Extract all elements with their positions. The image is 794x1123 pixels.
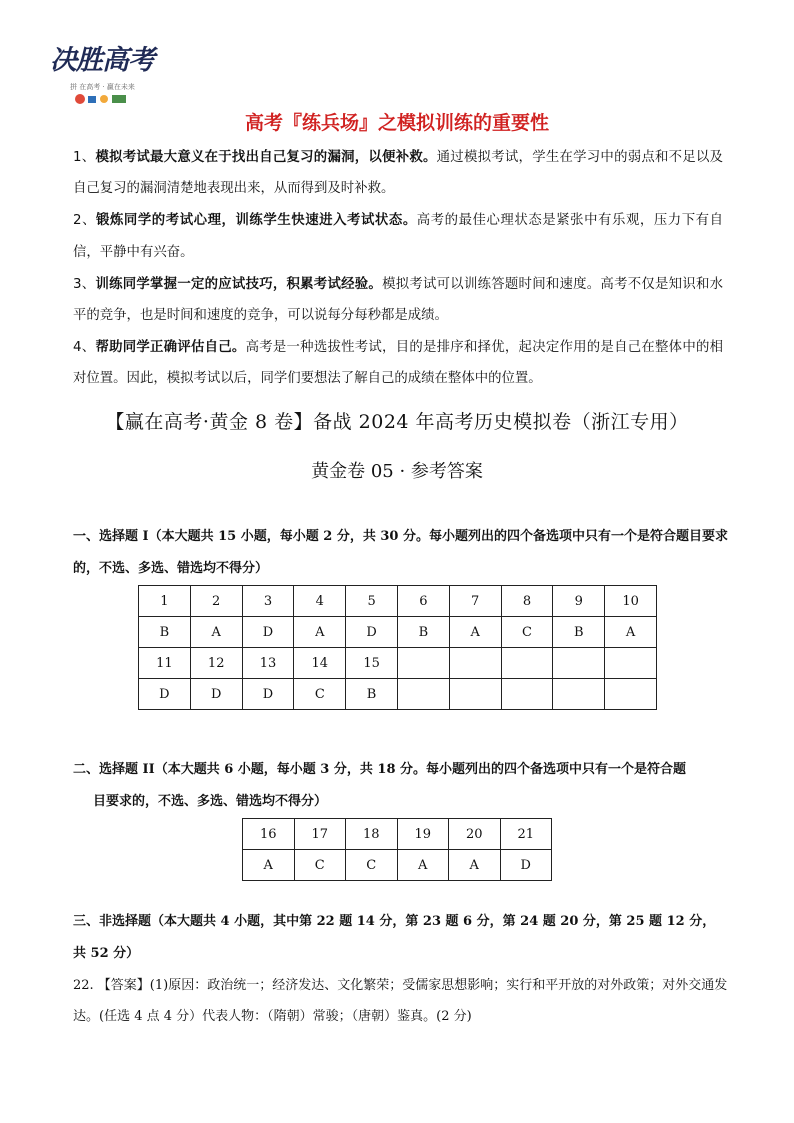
table-cell <box>449 648 501 679</box>
table-cell: 19 <box>397 819 449 850</box>
table-cell: 5 <box>346 586 398 617</box>
section1-heading: 一、选择题 I（本大题共 15 小题，每小题 2 分，共 30 分。每小题列出的四个备选项中只有一个是符合题目要求的，不选、多选、错选均不得分） <box>73 529 728 576</box>
table-cell: B <box>553 617 605 648</box>
table-cell <box>553 648 605 679</box>
table-cell: 13 <box>242 648 294 679</box>
promo-item: 3、训练同学掌握一定的应试技巧，积累考试经验。模拟考试可以训练答题时间和速度。高考不仅是知识和水平的竞争，也是时间和速度的竞争，可以说每分每秒都是成绩。 <box>73 276 724 324</box>
table-cell: C <box>501 617 553 648</box>
table-cell <box>449 679 501 710</box>
table-cell: 10 <box>605 586 657 617</box>
table-cell: D <box>242 679 294 710</box>
table-cell: 3 <box>242 586 294 617</box>
table-cell: B <box>346 679 398 710</box>
table-cell <box>605 679 657 710</box>
table-cell: 2 <box>190 586 242 617</box>
exam-title: 【赢在高考·黄金 8 卷】备战 2024 年高考历史模拟卷（浙江专用） <box>105 411 689 433</box>
logo-emblem-icon <box>72 92 132 106</box>
table-row <box>243 850 552 881</box>
table-cell: 16 <box>243 819 295 850</box>
table-row <box>139 617 657 648</box>
table-cell <box>501 679 553 710</box>
table-cell <box>397 648 449 679</box>
table-cell: 6 <box>397 586 449 617</box>
answer-table-2 <box>242 818 552 881</box>
table-cell: D <box>346 617 398 648</box>
logo-name: 决胜高考 <box>50 45 154 76</box>
table-cell <box>553 679 605 710</box>
promo-item: 1、模拟考试最大意义在于找出自己复习的漏洞，以便补救。通过模拟考试，学生在学习中的弱点和不足以及自己复习的漏洞清楚地表现出来，从而得到及时补救。 <box>73 150 724 197</box>
table-cell: D <box>190 679 242 710</box>
table-row <box>139 679 657 710</box>
table-cell: 15 <box>346 648 398 679</box>
promo-item: 4、帮助同学正确评估自己。高考是一种选拔性考试，目的是排序和择优，起决定作用的是自己在整体中的相对位置。因此，模拟考试以后，同学们要想法了解自己的成绩在整体中的位置。 <box>73 340 724 387</box>
promo-list <box>73 142 723 396</box>
logo <box>50 38 160 108</box>
table-cell: 20 <box>449 819 501 850</box>
table-cell: A <box>243 850 295 881</box>
table-cell: 12 <box>190 648 242 679</box>
table-cell: C <box>294 850 346 881</box>
table-cell <box>397 679 449 710</box>
table-cell <box>605 648 657 679</box>
table-cell: 11 <box>139 648 191 679</box>
table-cell: D <box>242 617 294 648</box>
table-cell: D <box>500 850 552 881</box>
table-row <box>139 648 657 679</box>
table-cell <box>501 648 553 679</box>
table-cell: 14 <box>294 648 346 679</box>
table-cell: A <box>190 617 242 648</box>
table-cell: C <box>346 850 398 881</box>
answer-22: 22. 【答案】(1)原因：政治统一；经济发达、文化繁荣；受儒家思想影响；实行和平开放的对外政策；对外交通发达。(任选 4 点 4 分）代表人物：（隋朝）常骏；（唐朝）鉴真。(2 分) <box>73 978 728 1024</box>
table-cell: B <box>397 617 449 648</box>
table-cell: 21 <box>500 819 552 850</box>
table-row <box>139 586 657 617</box>
table-cell: 1 <box>139 586 191 617</box>
table-cell: 17 <box>294 819 346 850</box>
promo-title: 高考『练兵场』之模拟训练的重要性 <box>244 112 549 134</box>
promo-item: 2、锻炼同学的考试心理，训练学生快速进入考试状态。高考的最佳心理状态是紧张中有乐观，压力下有自信，平静中有兴奋。 <box>73 213 723 260</box>
table-cell: A <box>449 617 501 648</box>
logo-slogan: 拼 在高考 · 赢在未来 <box>70 83 135 91</box>
table-cell: 18 <box>346 819 398 850</box>
table-cell: A <box>294 617 346 648</box>
section2-heading: 二、选择题 II（本大题共 6 小题，每小题 3 分，共 18 分。每小题列出的四个备选项中只有一个是符合题 目要求的，不选、多选、错选均不得分） <box>73 762 687 809</box>
table-cell: B <box>139 617 191 648</box>
table-cell: 8 <box>501 586 553 617</box>
answer-table-1 <box>138 585 657 710</box>
table-row <box>243 819 552 850</box>
table-cell: A <box>449 850 501 881</box>
table-cell: C <box>294 679 346 710</box>
exam-subtitle: 黄金卷 05 · 参考答案 <box>311 461 483 482</box>
table-cell: 7 <box>449 586 501 617</box>
table-cell: D <box>139 679 191 710</box>
table-cell: A <box>605 617 657 648</box>
section3-heading: 三、非选择题（本大题共 4 小题，其中第 22 题 14 分，第 23 题 6 分，第 24 题 20 分，第 25 题 12 分，共 52 分） <box>73 914 716 961</box>
table-cell: A <box>397 850 449 881</box>
table-cell: 9 <box>553 586 605 617</box>
table-cell: 4 <box>294 586 346 617</box>
